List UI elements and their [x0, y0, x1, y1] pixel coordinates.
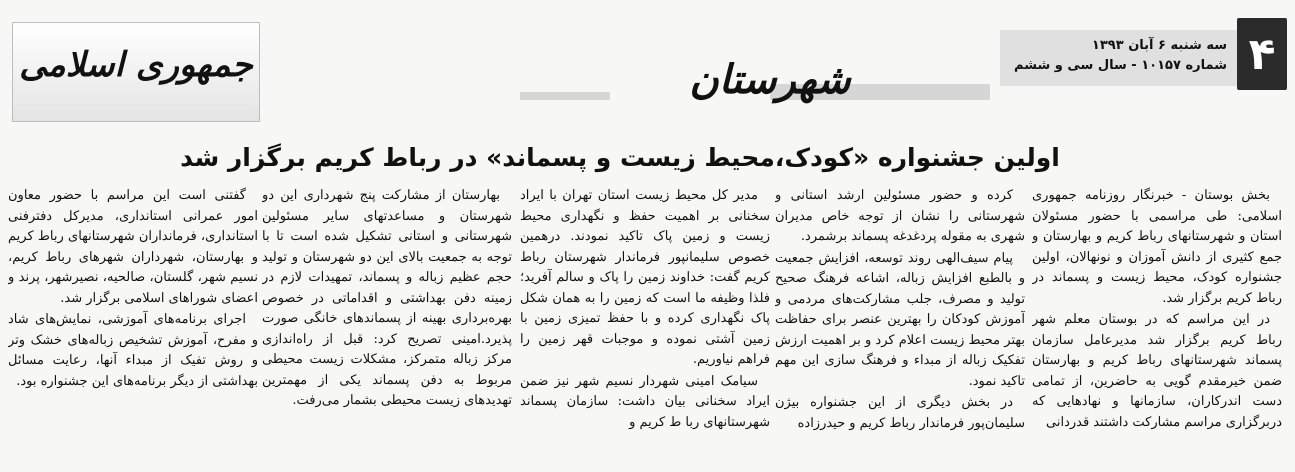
dateline-box: [1000, 30, 1237, 86]
article-headline: اولین جشنواره «کودک،محیط زیست و پسماند» در رباط کریم برگزار شد: [180, 143, 1060, 172]
masthead: [0, 0, 1295, 128]
article-paragraph: در بخش دیگری از این جشنواره بیژن سلیمان‌پور فرماندار رباط کریم و حیدرزاده: [775, 395, 1025, 431]
section-title: شهرستان: [689, 56, 851, 103]
issue-number: شماره ۱۰۱۵۷ - سال سی و ششم: [1014, 58, 1227, 73]
article-column: [775, 186, 1025, 472]
article-column: [262, 186, 512, 472]
article-paragraph: پیام سیف‌الهی روند توسعه، افزایش جمعیت و بالطبع افزایش زباله، اشاعه فرهنگ صحیح تولید و مصرف، جلب مشارکت‌های مردمی و آموزش کودکان را بهترین عنصر برای حفاظت بهتر محیط زیست اعلام کرد و بر اهمیت ارزش تفکیک زباله از مبداء و فرهنگ سازی این مهم تاکید نمود.: [775, 250, 1025, 389]
article-paragraph: اجرای برنامه‌های آموزشی، نمایش‌های شاد و مفرح، آموزش تشخیص زباله‌های خشک وتر و روش تفیک از مبداء آنها، رعایت مسائل بهداشتی از دیگر برنامه‌های این جشنواره بود.: [8, 312, 258, 389]
article-paragraph: بخش بوستان - خبرنگار روزنامه جمهوری اسلامی: طی مراسمی با حضور مسئولان استان و شهرستانهای رباط کریم و بهارستان و جمع کثیری از دانش آموزان و نونهالان، اولین جشنواره کودک، محیط زیست و پسماند در رباط کریم برگزار شد.: [1032, 188, 1282, 306]
newspaper-logo: جمهوری اسلامی: [19, 45, 253, 85]
article-paragraph: سیامک امینی شهردار نسیم شهر نیز ضمن ایراد سخنانی بیان داشت: سازمان پسماند شهرستانهای ربا ط کریم و: [520, 373, 770, 430]
article-paragraph: در این مراسم که در بوستان معلم شهر رباط کریم برگزار شد مدیرعامل سازمان پسماند شهرستانهای رباط کریم و بهارستان ضمن خیرمقدم گویی به حاضرین، از تمامی دست اندرکاران، سازمانها و نهادهایی که دربرگزاری مراسم مشارکت داشتند قدردانی: [1032, 312, 1282, 430]
article-paragraph: بهارستان از مشارکت پنج شهرداری این دو شهرستان و مساعدتهای سایر مسئولین شهرستانی و استانی تشکیل شده است تا با توجه به جمعیت بالای این دو شهرستان و تولید حجم عظیم زباله و پسماند، تمهیدات لازم در زمینه دفن بهداشتی و اقداماتی در خصوص بهره‌برداری بهینه از پسماندهای خانگی صورت پذیرد.امینی تصریح کرد: قبل از راه‌اندازی مرکز زباله متمرکز، مشکلات زیست محیطی مربوط به دفن پسماند یکی از مهمترین تهدیدهای زیست محیطی بشمار می‌رفت.: [262, 188, 512, 408]
issue-date: سه شنبه ۶ آبان ۱۳۹۳: [1091, 38, 1227, 53]
article-paragraph: گفتنی است این مراسم با حضور معاون امور عمرانی استانداری، مدیرکل دفترفنی استانداری، فرمانداران شهرستانهای رباط کریم و بهارستان، شهرداران شهرهای رباط کریم، نسیم شهر، گلستان، صالحیه، نصیرشهر، پرند و اعضای شوراهای اسلامی برگزار شد.: [8, 188, 258, 306]
article-column: [520, 186, 770, 472]
article-paragraph: کرده و حضور مسئولین ارشد استانی و شهرستانی را نشان از توجه خاص مدیران شهری به مقوله پردغدغه پسماند برشمرد.: [775, 188, 1025, 244]
article-column: [8, 186, 258, 472]
page-number-badge: ۴: [1237, 18, 1287, 90]
article-paragraph: مدیر کل محیط زیست استان تهران با ایراد سخنانی بر اهمیت حفظ و نگهداری محیط زیست و زمین پاک تاکید نمودند. درهمین خصوص سلیمانپور فرماندار شهرستان رباط کریم گفت: خداوند زمین را پاک و سالم آفرید؛ فلذا وظیفه ما است که زمین را به همان شکل پاک نگهداری کرده و با حفظ تمیزی زمین با زمین آشتی نموده و موجبات قهر زمین را فراهم نیاوریم.: [520, 188, 770, 367]
article-column: [1032, 186, 1282, 472]
